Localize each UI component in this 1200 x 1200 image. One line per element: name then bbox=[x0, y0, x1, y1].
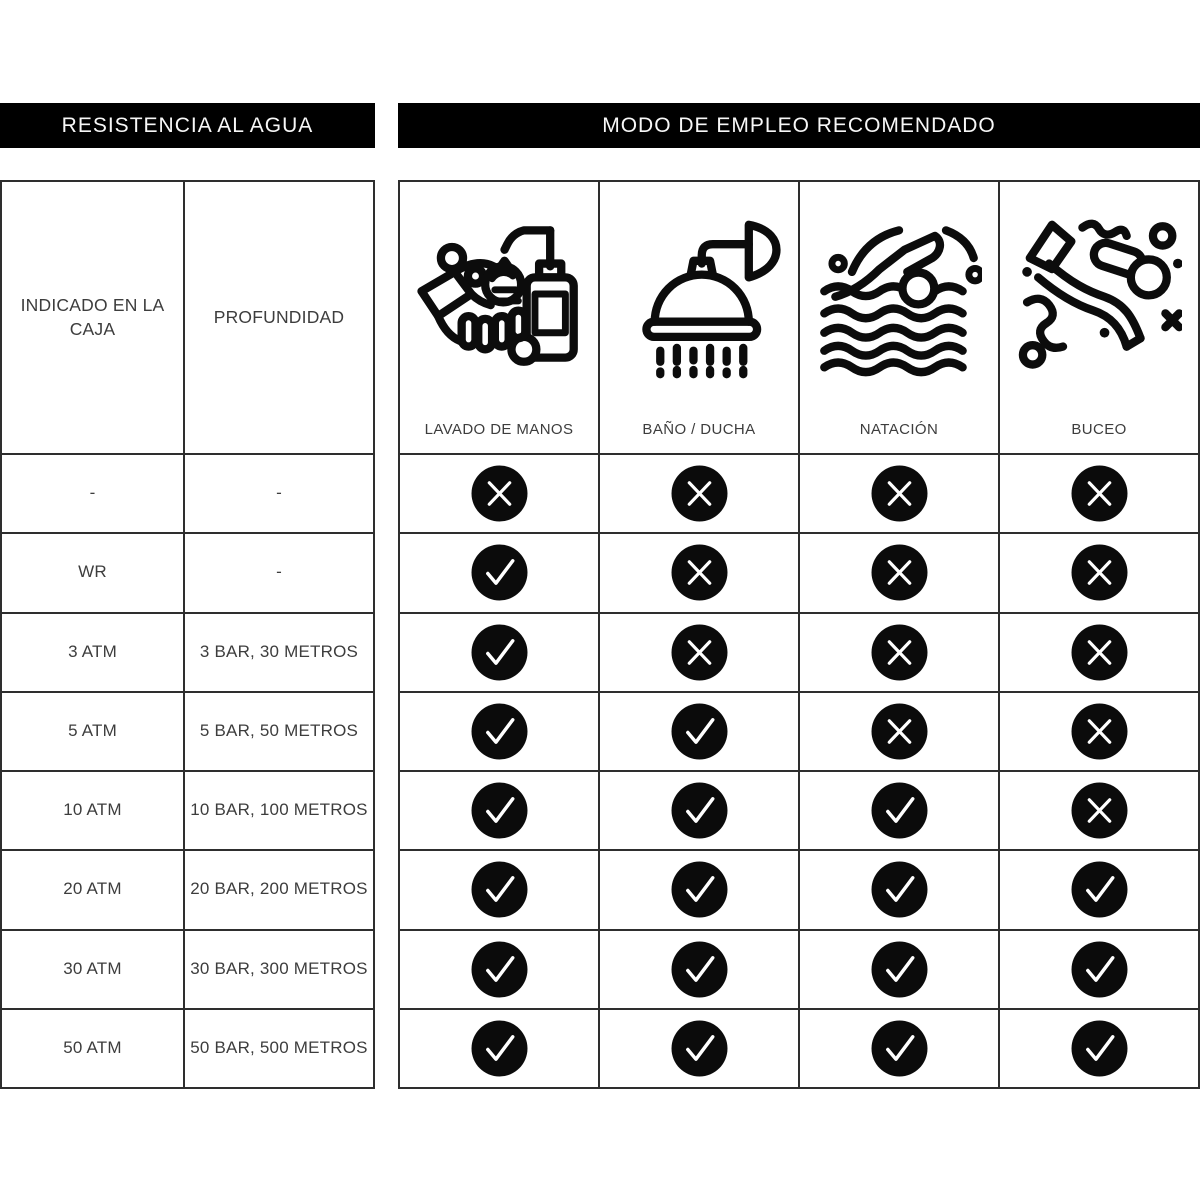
usage-mark-check bbox=[600, 851, 798, 928]
cross-icon bbox=[871, 624, 928, 681]
usage-mark-check bbox=[400, 693, 598, 770]
usage-mark-cross bbox=[1000, 455, 1198, 532]
usage-mark-check bbox=[400, 1010, 598, 1087]
cell-caja: 20 ATM bbox=[2, 851, 183, 928]
check-icon bbox=[671, 782, 728, 839]
cross-icon bbox=[871, 703, 928, 760]
cell-caja: 10 ATM bbox=[2, 772, 183, 849]
usage-mark-check bbox=[400, 931, 598, 1008]
check-icon bbox=[1071, 1020, 1128, 1077]
usage-mark-check bbox=[400, 534, 598, 611]
cell-caja: 5 ATM bbox=[2, 693, 183, 770]
usage-mark-cross bbox=[400, 455, 598, 532]
usage-mark-check bbox=[800, 1010, 998, 1087]
cross-icon bbox=[1071, 703, 1128, 760]
usage-mark-check bbox=[800, 772, 998, 849]
check-icon bbox=[471, 1020, 528, 1077]
usage-col-shower bbox=[600, 182, 798, 453]
usage-mark-cross bbox=[800, 614, 998, 691]
usage-mark-check bbox=[600, 693, 798, 770]
check-icon bbox=[671, 1020, 728, 1077]
usage-mark-cross bbox=[600, 455, 798, 532]
usage-mark-check bbox=[400, 851, 598, 928]
right-title-bar bbox=[398, 103, 1200, 148]
col-header-indicado: INDICADO EN LA CAJA bbox=[2, 182, 183, 453]
water-resistance-table bbox=[0, 180, 375, 1089]
left-title-bar bbox=[0, 103, 375, 148]
usage-mark-cross bbox=[1000, 693, 1198, 770]
usage-mark-check bbox=[800, 851, 998, 928]
cell-profundidad: 5 BAR, 50 METROS bbox=[185, 693, 373, 770]
usage-mark-cross bbox=[600, 614, 798, 691]
check-icon bbox=[471, 703, 528, 760]
check-icon bbox=[871, 941, 928, 998]
check-icon bbox=[471, 782, 528, 839]
usage-mark-check bbox=[400, 772, 598, 849]
cell-profundidad: 30 BAR, 300 METROS bbox=[185, 931, 373, 1008]
check-icon bbox=[1071, 861, 1128, 918]
usage-mark-check bbox=[800, 931, 998, 1008]
swimmer-icon bbox=[816, 198, 982, 390]
cell-caja: WR bbox=[2, 534, 183, 611]
cell-profundidad: 50 BAR, 500 METROS bbox=[185, 1010, 373, 1087]
usage-recommendation-table bbox=[398, 180, 1200, 1089]
cross-icon bbox=[671, 544, 728, 601]
cross-icon bbox=[671, 465, 728, 522]
cell-profundidad: - bbox=[185, 534, 373, 611]
check-icon bbox=[871, 861, 928, 918]
check-icon bbox=[471, 861, 528, 918]
usage-label-diving: BUCEO bbox=[1071, 420, 1127, 438]
usage-mark-cross bbox=[800, 455, 998, 532]
check-icon bbox=[671, 861, 728, 918]
usage-label-shower: BAÑO / DUCHA bbox=[642, 420, 756, 438]
left-title: RESISTENCIA AL AGUA bbox=[61, 113, 314, 137]
cell-profundidad: 10 BAR, 100 METROS bbox=[185, 772, 373, 849]
check-icon bbox=[471, 624, 528, 681]
cross-icon bbox=[1071, 624, 1128, 681]
usage-col-swimming bbox=[800, 182, 998, 453]
cell-caja: 3 ATM bbox=[2, 614, 183, 691]
usage-mark-cross bbox=[1000, 772, 1198, 849]
usage-col-handwash bbox=[400, 182, 598, 453]
cross-icon bbox=[1071, 544, 1128, 601]
cross-icon bbox=[871, 544, 928, 601]
cell-profundidad: - bbox=[185, 455, 373, 532]
usage-mark-cross bbox=[1000, 614, 1198, 691]
check-icon bbox=[471, 941, 528, 998]
usage-mark-check bbox=[600, 1010, 798, 1087]
check-icon bbox=[671, 703, 728, 760]
usage-mark-cross bbox=[800, 534, 998, 611]
right-title: MODO DE EMPLEO RECOMENDADO bbox=[602, 113, 996, 137]
usage-mark-cross bbox=[800, 693, 998, 770]
usage-mark-check bbox=[1000, 1010, 1198, 1087]
usage-label-swimming: NATACIÓN bbox=[859, 420, 939, 438]
usage-mark-check bbox=[600, 772, 798, 849]
cell-caja: 50 ATM bbox=[2, 1010, 183, 1087]
cross-icon bbox=[471, 465, 528, 522]
cross-icon bbox=[1071, 782, 1128, 839]
cross-icon bbox=[871, 465, 928, 522]
cell-caja: 30 ATM bbox=[2, 931, 183, 1008]
usage-mark-cross bbox=[1000, 534, 1198, 611]
usage-mark-cross bbox=[600, 534, 798, 611]
check-icon bbox=[1071, 941, 1128, 998]
usage-mark-check bbox=[1000, 851, 1198, 928]
usage-label-handwash: LAVADO DE MANOS bbox=[424, 420, 574, 438]
check-icon bbox=[671, 941, 728, 998]
cross-icon bbox=[671, 624, 728, 681]
usage-mark-check bbox=[400, 614, 598, 691]
check-icon bbox=[871, 782, 928, 839]
handwash-icon bbox=[416, 198, 582, 390]
diver-icon bbox=[1016, 198, 1182, 390]
cell-caja: - bbox=[2, 455, 183, 532]
cell-profundidad: 3 BAR, 30 METROS bbox=[185, 614, 373, 691]
usage-col-diving bbox=[1000, 182, 1198, 453]
cross-icon bbox=[1071, 465, 1128, 522]
cell-profundidad: 20 BAR, 200 METROS bbox=[185, 851, 373, 928]
usage-mark-check bbox=[1000, 931, 1198, 1008]
check-icon bbox=[871, 1020, 928, 1077]
check-icon bbox=[471, 544, 528, 601]
shower-icon bbox=[616, 198, 782, 390]
usage-mark-check bbox=[600, 931, 798, 1008]
col-header-profundidad: PROFUNDIDAD bbox=[185, 182, 373, 453]
